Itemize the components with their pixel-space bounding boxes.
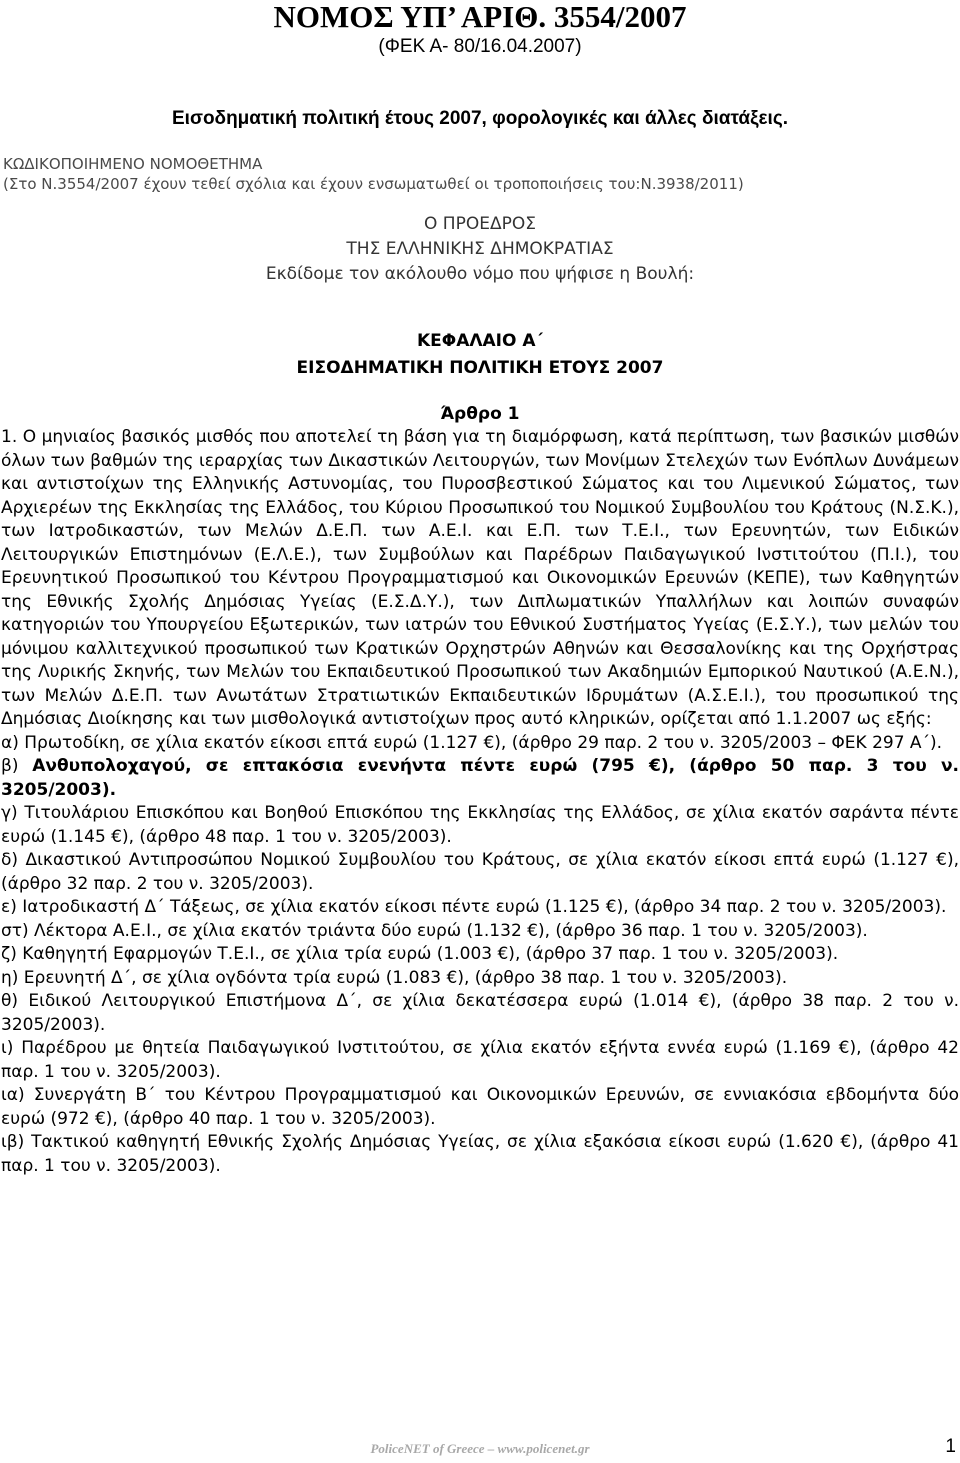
item-e: ε) Ιατροδικαστή Δ΄ Τάξεως, σε χίλια εκατόν είκοσι πέντε ευρώ (1.125 €), (άρθρο 34 παρ. 2 του ν. 3205/2003). <box>1 897 947 917</box>
president-line-2: ΤΗΣ ΕΛΛΗΝΙΚΗΣ ΔΗΜΟΚΡΑΤΙΑΣ <box>346 239 614 259</box>
paragraph-intro: 1. Ο μηνιαίος βασικός μισθός που αποτελεί τη βάση για τη διαμόρφωση, κατά περίπτωση, των βασικών μισθών όλων των βαθμών της ιεραρχίας των Δικαστικών Λειτουργών, των Μονίμων Στελεχών των Ενόπλων Δυνάμεων και αντιστοίχων της Ελληνικής Αστυνομίας, του Πυροσβεστικού Σώματος και του Λιμενικού Σώματος, των Αρχιερέων της Εκκλησίας της Ελλάδος, του Κύριου Προσωπικού του Νομικού Συμβουλίου του Κράτους (Ν.Σ.Κ.), των Ιατροδικαστών, των Μελών Δ.Ε.Π. των Α.Ε.Ι. και Ε.Π. των Τ.Ε.Ι., των Ερευνητών, των Ειδικών Λειτουργικών Επιστημόνων (Ε.Λ.Ε.), των Συμβούλων και Παρέδρων Παιδαγωγικού Ινστιτούτου (Π.Ι.), του Ερευνητικού Προσωπικού του Κέντρου Προγραμματισμού και Οικονομικών Ερευνών (ΚΕΠΕ), των Καθηγητών της Εθνικής Σχολής Δημόσιας Υγείας (Ε.Σ.Δ.Υ.), των Διπλωματικών Υπαλλήλων και λοιπών συναφών κατηγοριών του Υπουργείου Εξωτερικών, των ιατρών του Εθνικού Συστήματος Υγείας (Ε.Σ.Υ.), των μελών του μόνιμου καλλιτεχνικού προσωπικού των Κρατικών Ορχηστρών Αθηνών και Θεσσαλονίκης και της Ορχήστρας της Λυρικής Σκηνής, των Μελών του Εκπαιδευτικού Προσωπικού των Ακαδημιών Εμπορικού Ναυτικού (Α.Ε.Ν.), των Μελών Δ.Ε.Π. των Ανωτάτων Στρατιωτικών Εκπαιδευτικών Ιδρυμάτων (Α.Σ.Ε.Ι.), του προσωπικού της Δημόσιας Διοίκησης και των μισθολογικά αντιστοίχων προς αυτό κληρικών, ορίζεται από 1.1.2007 ως εξής: <box>1 427 959 729</box>
item-b-prefix: β) <box>1 756 33 776</box>
president-line-1: Ο ΠΡΟΕΔΡΟΣ <box>424 214 536 234</box>
item-h: η) Ερευνητή Δ΄, σε χίλια ογδόντα τρία ευρώ (1.083 €), (άρθρο 38 παρ. 1 του ν. 3205/2003). <box>1 967 788 988</box>
codified-line-1: ΚΩΔΙΚΟΠΟΙΗΜΕΝΟ ΝΟΜΟΘΕΤΗΜΑ <box>3 155 263 173</box>
item-ib: ιβ) Τακτικού καθηγητή Εθνικής Σχολής Δημόσιας Υγείας, σε χίλια εξακόσια είκοσι ευρώ (1.620 €), (άρθρο 41 παρ. 1 του ν. 3205/2003). <box>1 1132 959 1176</box>
article-body <box>0 426 960 1178</box>
codified-line-2: (Στο Ν.3554/2007 έχουν τεθεί σχόλια και έχουν ενσωματωθεί οι τροποποιήσεις του:Ν.3938/2011) <box>3 175 744 193</box>
president-preamble <box>0 212 960 287</box>
item-b <box>1 755 959 802</box>
item-z: ζ) Καθηγητή Εφαρμογών Τ.Ε.Ι., σε χίλια τρία ευρώ (1.003 €), (άρθρο 37 παρ. 1 του ν. 3205/2003). <box>1 944 839 964</box>
chapter-label: ΚΕΦΑΛΑΙΟ Α΄ <box>416 331 544 351</box>
item-b-bold: Ανθυπολοχαγού, σε επτακόσια ενενήντα πέντε ευρώ (795 €), (άρθρο 50 παρ. 3 του ν. 3205/2003). <box>1 756 959 800</box>
document-header <box>0 0 960 130</box>
item-i: ι) Παρέδρου με θητεία Παιδαγωγικού Ινστιτούτου, σε χίλια εκατόν εξήντα εννέα ευρώ (1.169 €), (άρθρο 42 παρ. 1 του ν. 3205/2003). <box>1 1038 959 1082</box>
item-th: θ) Ειδικού Λειτουργικού Επιστήμονα Δ΄, σε χίλια δεκατέσσερα ευρώ (1.014 €), (άρθρο 38 παρ. 2 του ν. 3205/2003). <box>1 991 959 1035</box>
article-title: Άρθρο 1 <box>440 404 520 424</box>
president-line-3: Εκδίδομε τον ακόλουθο νόμο που ψήφισε η Βουλή: <box>265 264 695 284</box>
page-number: 1 <box>945 1436 956 1457</box>
fek-reference: (ΦΕΚ Α- 80/16.04.2007) <box>378 36 582 57</box>
chapter-title: ΕΙΣΟΔΗΜΑΤΙΚΗ ΠΟΛΙΤΙΚΗ ΕΤΟΥΣ 2007 <box>296 358 664 378</box>
item-ia: ια) Συνεργάτη Β΄ του Κέντρου Προγραμματισμού και Οικονομικών Ερευνών, σε εννιακόσια εβδομήντα δύο ευρώ (972 €), (άρθρο 40 παρ. 1 του ν. 3205/2003). <box>1 1085 959 1129</box>
law-subject: Εισοδηματική πολιτική έτους 2007, φορολογικές και άλλες διατάξεις. <box>172 108 788 129</box>
chapter-heading <box>0 328 960 382</box>
law-title: ΝΟΜΟΣ ΥΠ’ ΑΡΙΘ. 3554/2007 <box>273 0 687 34</box>
item-c: γ) Τιτουλάριου Επισκόπου και Βοηθού Επισκόπου της Εκκλησίας της Ελλάδος, σε χίλια εκατόν σαράντα πέντε ευρώ (1.145 €), (άρθρο 48 παρ. 1 του ν. 3205/2003). <box>1 803 959 847</box>
codified-note <box>0 154 960 194</box>
item-st: στ) Λέκτορα Α.Ε.Ι., σε χίλια εκατόν τριάντα δύο ευρώ (1.132 €), (άρθρο 36 παρ. 1 του ν. 3205/2003). <box>1 920 868 941</box>
footer-text: PoliceNET of Greece – www.policenet.gr <box>370 1441 590 1456</box>
item-d: δ) Δικαστικού Αντιπροσώπου Νομικού Συμβουλίου του Κράτους, σε χίλια εκατόν είκοσι επτά ευρώ (1.127 €), (άρθρο 32 παρ. 2 του ν. 3205/2003). <box>1 850 959 894</box>
item-a: α) Πρωτοδίκη, σε χίλια εκατόν είκοσι επτά ευρώ (1.127 €), (άρθρο 29 παρ. 2 του ν. 3205/2003 – ΦΕΚ 297 Α΄). <box>1 732 943 753</box>
